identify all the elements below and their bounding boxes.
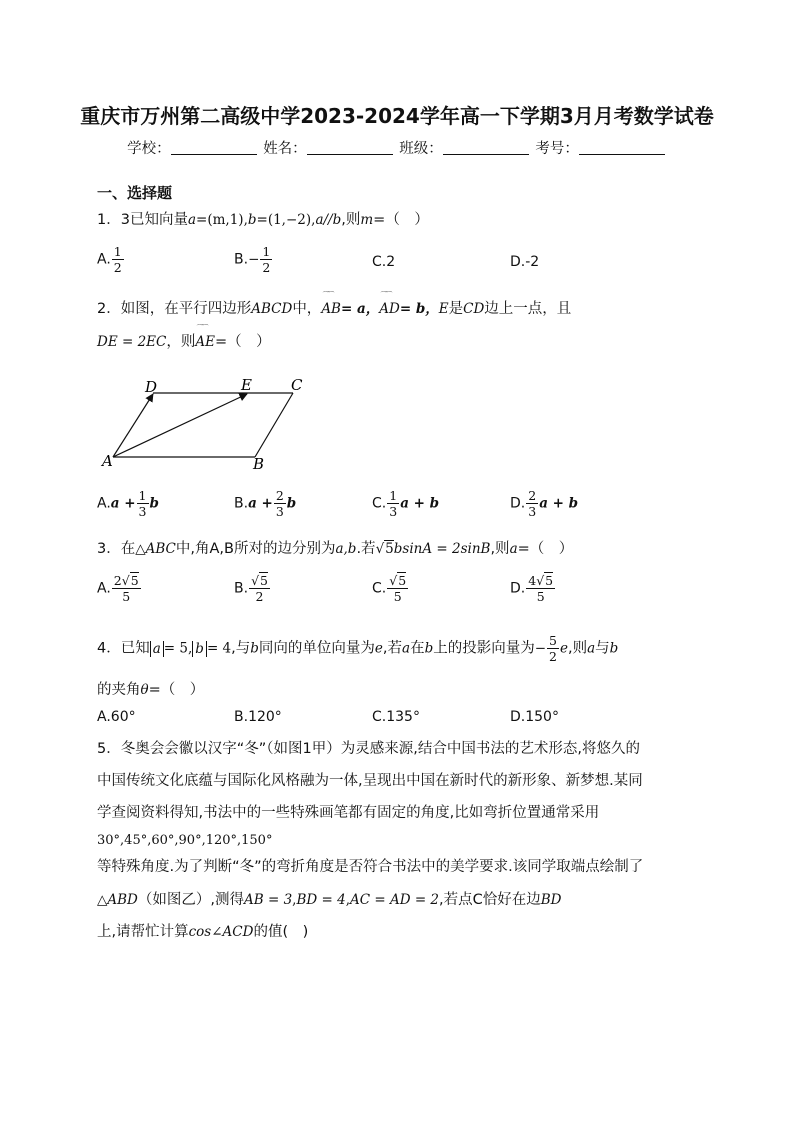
q4-eq: = 5,: [163, 640, 193, 657]
q4-text: ,则: [568, 640, 588, 657]
q5-text: （如图乙）,测得: [137, 892, 244, 908]
q4-text: 在: [410, 640, 425, 657]
q2-text: ，则: [166, 334, 196, 350]
q4-vec-b: b: [609, 640, 619, 657]
q1-vec-b: b: [247, 212, 257, 228]
section-heading: 一、选择题: [97, 184, 173, 202]
school-blank[interactable]: [171, 141, 257, 155]
numerator: 1: [138, 488, 147, 503]
question-5: [97, 737, 640, 758]
q3-option-d[interactable]: [510, 573, 556, 604]
page-title: 重庆市万州第二高级中学2023-2024学年高一下学期3月月考数学试卷: [80, 104, 714, 128]
fraction: [387, 488, 399, 519]
denominator: 2: [113, 260, 122, 275]
option-pre: a +: [248, 495, 273, 512]
denominator: 2: [549, 649, 557, 664]
q4-option-c[interactable]: [372, 709, 420, 725]
class-blank[interactable]: [443, 141, 529, 155]
option-post: a + b: [400, 495, 440, 512]
q5-text: ,若点C恰好在边: [439, 892, 541, 908]
q2-text: 中，: [292, 301, 322, 317]
numerator: √5: [251, 573, 268, 588]
q2-condition: DE = 2EC: [97, 334, 167, 350]
q4-paren: =（ ）: [148, 682, 205, 698]
name-blank[interactable]: [307, 141, 393, 155]
q1-tail: ,则: [341, 212, 361, 228]
q2-abcd: ABCD: [251, 301, 293, 317]
numerator: 2: [528, 488, 537, 503]
numerator: 4√5: [528, 573, 554, 588]
option-label: B.: [234, 251, 249, 268]
denominator: 3: [528, 504, 537, 519]
denominator: 2: [262, 260, 271, 275]
q3-option-b[interactable]: [234, 573, 271, 604]
q3-text: .若: [356, 541, 376, 557]
label-d: D: [145, 378, 158, 396]
q3-number: 3．: [97, 541, 121, 557]
root: 5: [545, 573, 554, 588]
fraction: [387, 573, 408, 604]
q1-option-a[interactable]: [97, 244, 125, 275]
numerator: 1: [113, 244, 122, 259]
q3-text: ,则: [490, 541, 510, 557]
q2-option-a[interactable]: [97, 488, 159, 519]
label-b: B: [253, 455, 265, 472]
q2-option-c[interactable]: [372, 488, 439, 519]
q1-option-c[interactable]: [372, 254, 395, 270]
q4-vec-b: b: [250, 640, 259, 657]
q2-eq-b: = b，: [399, 301, 439, 317]
name-label: 姓名：: [263, 141, 307, 157]
root: 5: [398, 573, 407, 588]
q2-paren: =（ ）: [214, 334, 271, 350]
number-blank[interactable]: [579, 141, 665, 155]
q4-text: 上的投影向量为: [433, 640, 535, 657]
q4-text: 同向的单位向量为: [258, 640, 375, 657]
root: 5: [130, 573, 139, 588]
option-value: 2: [386, 254, 396, 270]
q1-eq: =: [196, 212, 208, 228]
q4-text: ,若: [382, 640, 403, 657]
q3-triangle: △ABC: [135, 541, 176, 557]
q3-option-c[interactable]: [372, 573, 409, 604]
q4-option-b[interactable]: [234, 709, 282, 725]
q4-eq: = 4: [206, 640, 232, 657]
q2-text: 如图，在平行四边形: [120, 301, 252, 317]
q5-text: 上,请帮忙计算: [97, 924, 189, 940]
label-c: C: [291, 376, 303, 394]
option-pre: a +: [110, 495, 136, 512]
option-value: 135°: [386, 709, 420, 725]
coef: 2: [113, 573, 122, 588]
question-1: 1．3已知向量a=(m,1),b=(1,−2),a//b,则m=（ ）: [97, 212, 429, 228]
q4-text: 与: [595, 640, 610, 657]
minus-sign: −: [248, 251, 260, 268]
question-2-line-2: [97, 330, 271, 351]
q1-paren: =（ ）: [373, 212, 429, 228]
option-label: D.: [510, 580, 526, 597]
numerator: 1: [262, 244, 271, 259]
class-label: 班级：: [399, 141, 443, 157]
denominator: 5: [536, 589, 545, 604]
q4-vec-e: e: [560, 640, 568, 657]
option-label: A.: [97, 495, 111, 512]
denominator: 5: [122, 589, 131, 604]
parallelogram-figure: [95, 372, 315, 472]
q2-vec-ae: ⌒⌒ AE: [195, 334, 215, 350]
denominator: 2: [255, 589, 264, 604]
q5-text-line-7: [97, 920, 308, 941]
option-label: C.: [372, 254, 387, 270]
option-label: D.: [510, 495, 526, 512]
q5-text-line-2: 中国传统文化底蕴与国际化风格融为一体,呈现出中国在新时代的新形象、新梦想.某同: [97, 773, 643, 789]
numerator: 2√5: [113, 573, 139, 588]
q5-text-line-6: △ABD（如图乙）,测得AB = 3,BD = 4,AC = AD = 2,若点C恰好在边BD: [97, 892, 562, 908]
q4-vec-a: a: [587, 640, 596, 657]
q4-number: 4．: [97, 640, 121, 657]
fraction: [526, 488, 538, 519]
option-value: 60°: [110, 709, 136, 725]
option-value: 120°: [248, 709, 282, 725]
option-post: a + b: [539, 495, 579, 512]
q2-text: 边上一点，且: [484, 301, 572, 317]
fraction: [249, 573, 270, 604]
q2-number: 2．: [97, 301, 121, 317]
fraction: [112, 573, 141, 604]
q4-vec-a: a: [402, 640, 411, 657]
q4-theta: θ: [140, 682, 149, 698]
q1-number: 1．: [97, 212, 121, 228]
q4-abs-a: a: [150, 641, 164, 657]
q1-option-d[interactable]: [510, 254, 539, 270]
q4-vec-e: e: [374, 640, 383, 657]
q2-vec-ab: ⌒⌒ AB: [321, 301, 341, 317]
option-label: B.: [234, 495, 249, 512]
option-label: D.: [510, 709, 526, 725]
question-4-line-2: [97, 678, 204, 699]
denominator: 5: [393, 589, 402, 604]
option-label: C.: [372, 580, 387, 597]
q2-option-b[interactable]: [234, 488, 296, 519]
q1-var: m: [360, 212, 374, 228]
numerator: 5: [549, 633, 557, 648]
q5-text-line-1: 冬奥会会徽以汉字“冬”（如图1甲）为灵感来源,结合中国书法的艺术形态,将悠久的: [120, 741, 640, 757]
option-value: 150°: [525, 709, 559, 725]
fraction: [274, 488, 286, 519]
q3-equation: bsinA = 2sinB: [393, 541, 491, 557]
fraction: [547, 633, 559, 664]
number-label: 考号：: [535, 141, 579, 157]
q1-option-b[interactable]: [234, 244, 273, 275]
q1-parallel: a//b: [315, 212, 342, 228]
fraction: [260, 244, 272, 275]
root: 5: [260, 573, 268, 588]
q4-text: 已知: [120, 640, 150, 657]
student-info-line: [0, 137, 794, 158]
fraction: [526, 573, 555, 604]
question-3: 3．在△ABC中,角A,B所对的边分别为a,b.若√5bsinA = 2sinB,则a=（ ）: [97, 541, 574, 557]
q4-option-d[interactable]: [510, 709, 559, 725]
option-value: -2: [525, 254, 540, 270]
q5-text-line-3: 学查阅资料得知,书法中的一些特殊画笔都有固定的角度,比如弯折位置通常采用: [97, 805, 600, 821]
q5-angles: 30°,45°,60°,90°,120°,150°: [97, 833, 273, 848]
edge-bc: [255, 393, 293, 457]
option-label: B.: [234, 709, 249, 725]
q1-text: 3已知向量: [120, 212, 188, 228]
q5-number: 5．: [97, 741, 121, 757]
q2-text: 是: [448, 301, 464, 317]
denominator: 3: [275, 504, 284, 519]
q1-pair-a: (m,1): [207, 212, 244, 228]
denominator: 3: [138, 504, 147, 519]
option-label: C.: [372, 709, 387, 725]
q5-bd: BD = 4: [296, 892, 346, 908]
q5-paren: 的值( ): [253, 924, 309, 940]
q2-option-d[interactable]: [510, 488, 578, 519]
q3-paren: =（ ）: [517, 541, 574, 557]
q4-vec-b: b: [424, 640, 434, 657]
option-label: B.: [234, 580, 249, 597]
option-label: D.: [510, 254, 526, 270]
coef: 4: [528, 573, 537, 588]
option-label: A.: [97, 251, 111, 268]
numerator: 2: [275, 488, 284, 503]
q2-cd: CD: [463, 301, 485, 317]
q5-text-line-5: 等特殊角度.为了判断“冬”的弯折角度是否符合书法中的美学要求.该同学取端点绘制了: [97, 859, 644, 875]
q4-text: ,与: [231, 640, 251, 657]
question-4: 4．已知 a = 5, b = 4,与b同向的单位向量为e,若a在b上的投影向量为− $\frac{5}{2}$ e,则a与b: [97, 633, 619, 664]
option-label: C.: [372, 495, 387, 512]
q1-vec-a: a: [187, 212, 197, 228]
q3-sides: a,b: [335, 541, 357, 557]
q3-option-a[interactable]: [97, 573, 142, 604]
numerator: √5: [389, 573, 407, 588]
q5-cos: cos∠ACD: [188, 924, 254, 940]
q4-text: 的夹角: [97, 682, 141, 698]
q5-ac-ad: AC = AD = 2: [349, 892, 440, 908]
q3-root: 5: [385, 541, 394, 557]
school-label: 学校：: [127, 141, 171, 157]
q5-edge: BD: [540, 892, 562, 908]
fraction: [137, 488, 149, 519]
q2-point-e: E: [438, 301, 449, 317]
q3-text: 在: [120, 541, 136, 557]
option-label: A.: [97, 580, 111, 597]
q1-pair-b: (1,−2): [267, 212, 312, 228]
q3-text: 中,角A,B所对的边分别为: [175, 541, 336, 557]
q4-option-a[interactable]: [97, 709, 136, 725]
q4-abs-b: b: [192, 641, 207, 657]
label-e: E: [241, 376, 252, 394]
option-post: b: [149, 495, 159, 512]
denominator: 3: [389, 504, 398, 519]
fraction: [112, 244, 124, 275]
q2-vec-ad: ⌒⌒ AD: [379, 301, 400, 317]
label-a: A: [102, 452, 113, 470]
numerator: 1: [389, 488, 398, 503]
q3-var: a: [509, 541, 518, 557]
option-post: b: [286, 495, 297, 512]
q5-ab: AB = 3: [244, 892, 293, 908]
option-label: A.: [97, 709, 111, 725]
q2-eq-a: = a，: [340, 301, 380, 317]
q5-triangle: △ABD: [97, 892, 138, 908]
question-2: [97, 297, 571, 318]
